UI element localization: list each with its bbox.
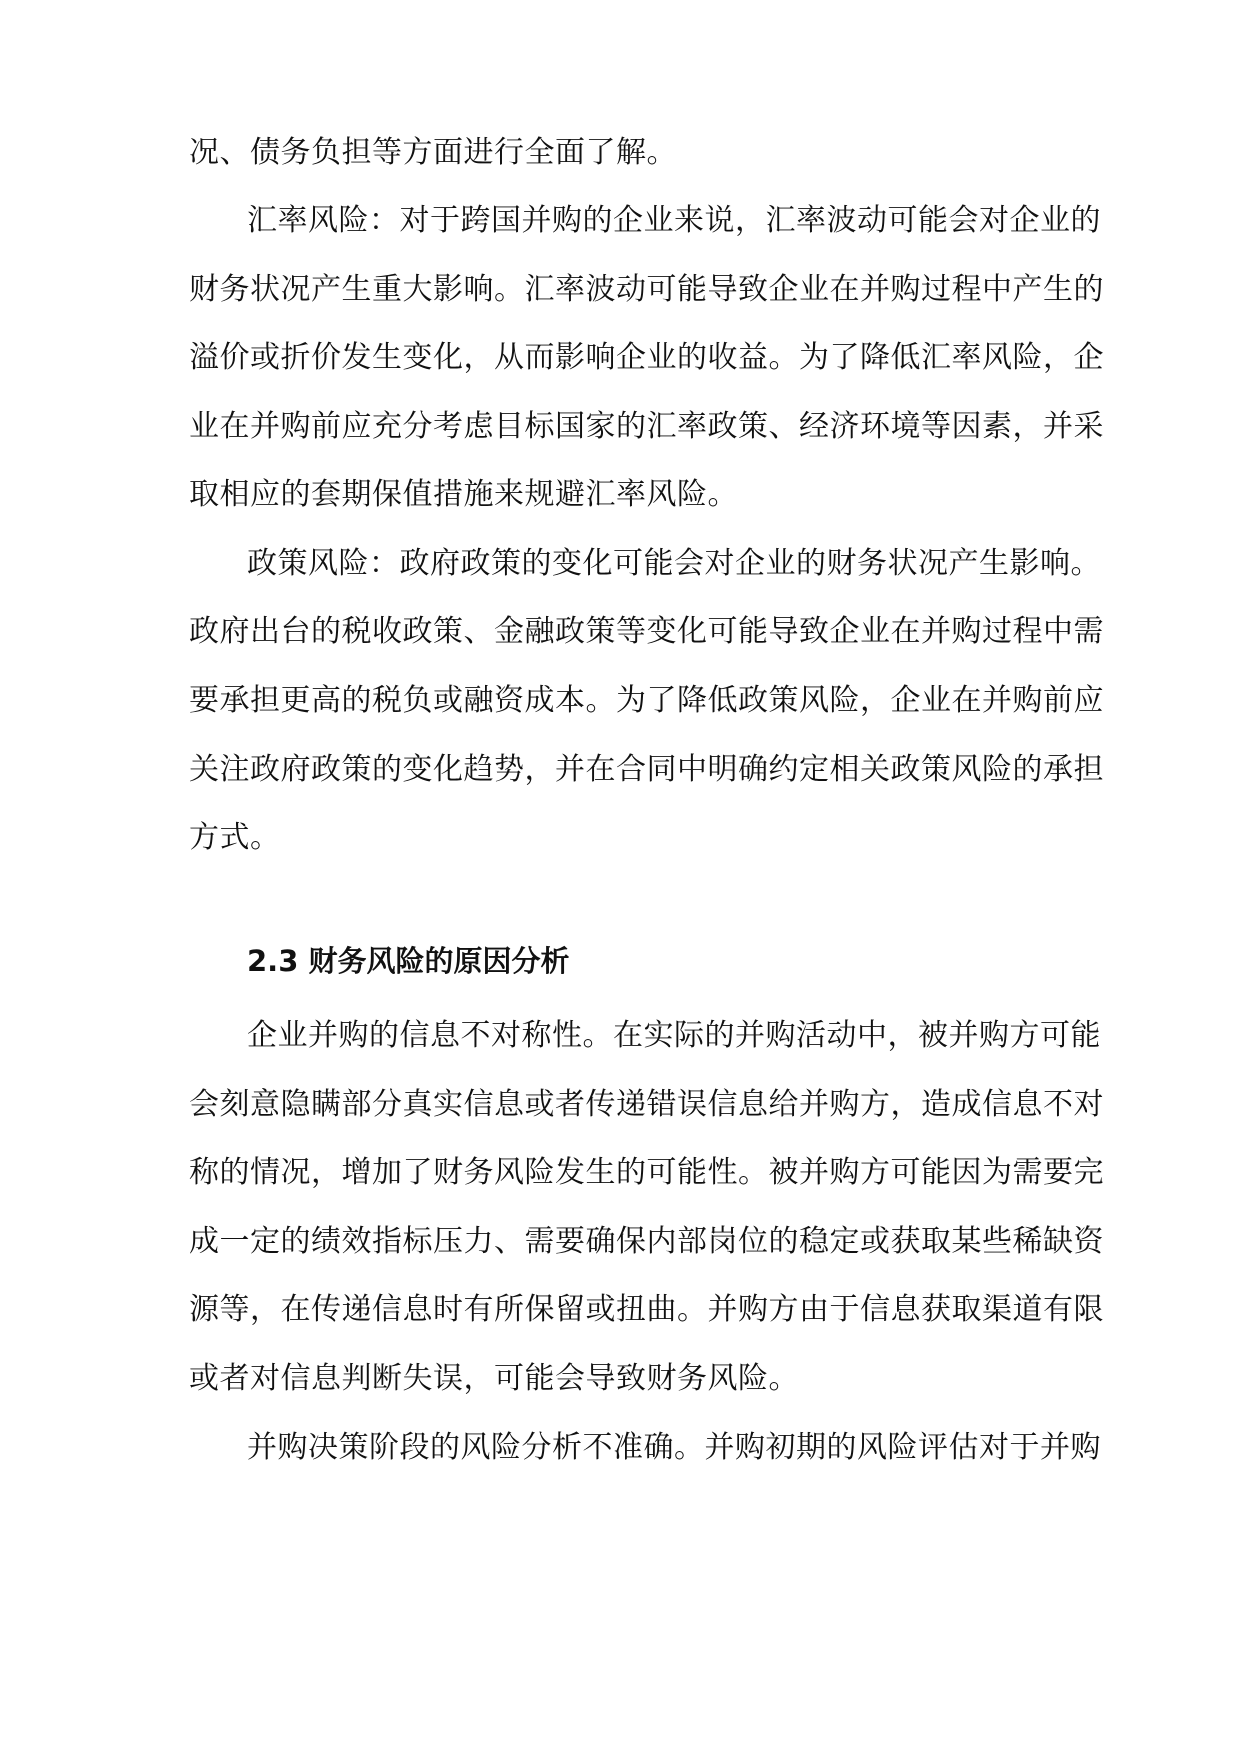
paragraph-line: 或者对信息判断失误，可能会导致财务风险。 xyxy=(189,1361,799,1396)
paragraph-line: 关注政府政策的变化趋势，并在合同中明确约定相关政策风险的承担 xyxy=(189,752,1104,787)
paragraph-line: 称的情况，增加了财务风险发生的可能性。被并购方可能因为需要完 xyxy=(189,1155,1104,1190)
paragraph-line: 政府出台的税收政策、金融政策等变化可能导致企业在并购过程中需 xyxy=(189,614,1104,649)
paragraph-line: 取相应的套期保值措施来规避汇率风险。 xyxy=(189,477,738,512)
paragraph-line: 并购决策阶段的风险分析不准确。并购初期的风险评估对于并购 xyxy=(247,1430,1101,1465)
paragraph-line: 企业并购的信息不对称性。在实际的并购活动中，被并购方可能 xyxy=(247,1018,1101,1053)
paragraph-line: 业在并购前应充分考虑目标国家的汇率政策、经济环境等因素，并采 xyxy=(189,409,1104,444)
paragraph-line: 源等，在传递信息时有所保留或扭曲。并购方由于信息获取渠道有限 xyxy=(189,1292,1104,1327)
paragraph-line: 汇率风险：对于跨国并购的企业来说，汇率波动可能会对企业的 xyxy=(247,203,1101,238)
paragraph-line: 方式。 xyxy=(189,820,281,855)
paragraph-line: 会刻意隐瞒部分真实信息或者传递错误信息给并购方，造成信息不对 xyxy=(189,1087,1104,1122)
paragraph-line: 溢价或折价发生变化，从而影响企业的收益。为了降低汇率风险，企 xyxy=(189,340,1104,375)
section-heading: 2.3 财务风险的原因分析 xyxy=(247,944,570,978)
paragraph-line: 成一定的绩效指标压力、需要确保内部岗位的稳定或获取某些稀缺资 xyxy=(189,1224,1104,1259)
paragraph-line: 况、债务负担等方面进行全面了解。 xyxy=(189,135,677,170)
paragraph-line: 要承担更高的税负或融资成本。为了降低政策风险，企业在并购前应 xyxy=(189,683,1104,718)
paragraph-line: 政策风险：政府政策的变化可能会对企业的财务状况产生影响。 xyxy=(247,546,1101,581)
paragraph-line: 财务状况产生重大影响。汇率波动可能导致企业在并购过程中产生的 xyxy=(189,272,1104,307)
